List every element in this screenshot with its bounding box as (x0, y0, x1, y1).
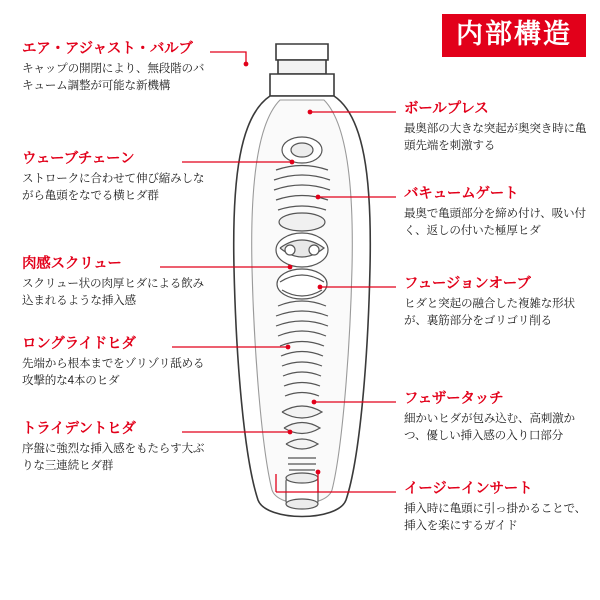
callout-body: スクリュー状の肉厚ヒダによる飲み込まれるような挿入感 (22, 277, 204, 307)
callout-body: 最奥で亀頭部分を締め付け、吸い付く、返しの付いた極厚ヒダ (404, 207, 586, 237)
callout-heading: ロングライドヒダ (22, 336, 136, 352)
callout-body: ストロークに合わせて伸び縮みしながら亀頭をなでる横ヒダ群 (22, 172, 205, 202)
callout-body: キャップの開閉により、無段階のバキューム調整が可能な新機構 (22, 62, 205, 92)
callout-heading: フュージョンオーブ (404, 276, 531, 292)
callout-flesh-screw (22, 255, 208, 310)
product-svg (218, 38, 386, 538)
callout-heading: イージーインサート (404, 481, 533, 497)
callout-vacuum-gate (404, 185, 590, 240)
callout-body: 先端から根本までをゾリゾリ舐める攻撃的な4本のヒダ (22, 357, 205, 387)
callout-heading: フェザータッチ (404, 391, 504, 407)
callout-feather-touch (404, 390, 590, 445)
callout-air-adjust-valve (22, 40, 208, 95)
callout-body: ヒダと突起の融合した複雑な形状が、裏筋部分をゴリゴリ削る (404, 297, 575, 327)
callout-heading: トライデントヒダ (22, 421, 136, 437)
product-cross-section-illustration (218, 38, 386, 538)
callout-fusion-orb (404, 275, 590, 330)
callout-body: 序盤に強烈な挿入感をもたらす大ぶりな三連続ヒダ群 (22, 442, 205, 472)
callout-wave-chain (22, 150, 208, 205)
callout-heading: ウェーブチェーン (22, 151, 135, 167)
callout-heading: ボールプレス (404, 101, 489, 117)
callout-heading: エア・アジャスト・バルブ (22, 41, 193, 57)
callout-heading: バキュームゲート (404, 186, 519, 202)
callout-long-glide-hida (22, 335, 208, 390)
callout-heading: 肉感スクリュー (22, 256, 122, 272)
callout-easy-insert (404, 480, 590, 535)
callout-ball-press (404, 100, 590, 155)
page-title: 内部構造 (442, 14, 586, 57)
callout-trident-hida (22, 420, 208, 475)
callout-body: 挿入時に亀頭に引っ掛かることで、挿入を楽にするガイド (404, 502, 587, 532)
callout-body: 最奥部の大きな突起が奥突き時に亀頭先端を刺激する (404, 122, 587, 152)
callout-body: 細かいヒダが包み込む、高刺激かつ、優しい挿入感の入り口部分 (404, 412, 575, 442)
